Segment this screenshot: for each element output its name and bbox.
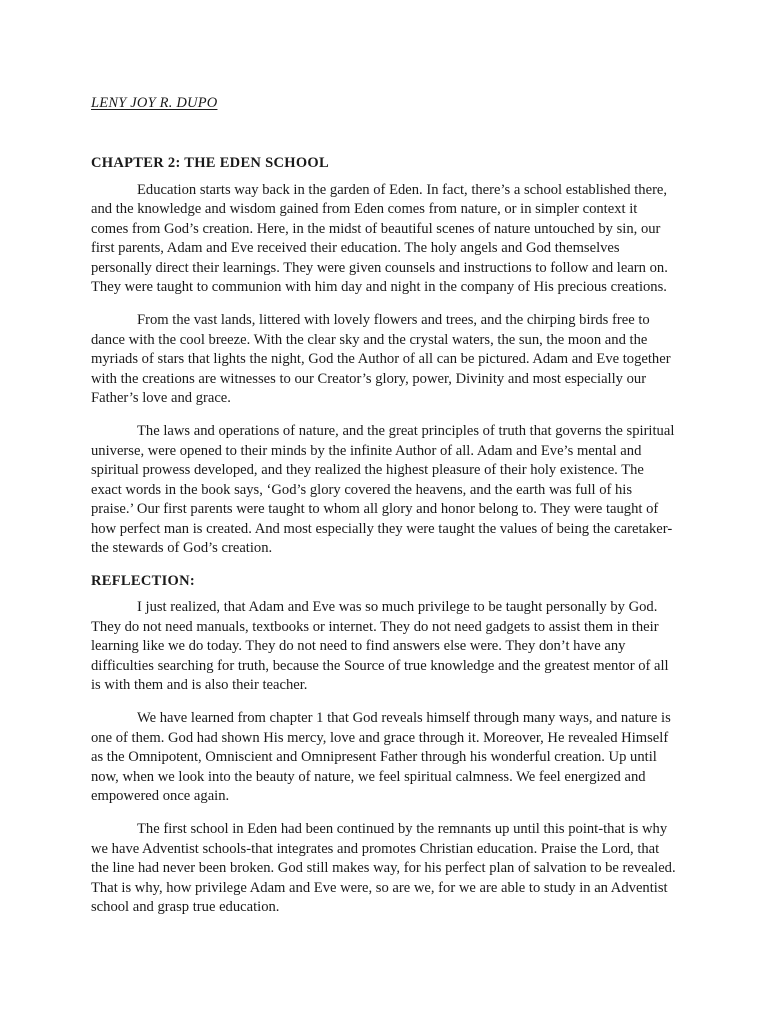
author-name: LENY JOY R. DUPO <box>91 95 218 111</box>
reflection-title: REFLECTION: <box>91 573 196 590</box>
reflection-paragraph-3: The first school in Eden had been continued by the remnants up until this point-that is why we have Adventist schools-that integrates and promotes Christian education. Praise the Lord, that the line had never been broken. God still makes way, for his perfect plan of salvation to be revealed. That is why, how privilege Adam and Eve were, so are we, for we are able to study in an Adventist school and grasp true education. <box>91 821 676 915</box>
chapter-title: CHAPTER 2: THE EDEN SCHOOL <box>91 155 329 171</box>
reflection-paragraph-2: We have learned from chapter 1 that God reveals himself through many ways, and nature is one of them. God had shown His mercy, love and grace through it. Moreover, He revealed Himself as the Omnipotent, Omniscient and Omnipresent Father through his wonderful creation. Up until now, when we look into the beauty of nature, we feel spiritual calmness. We feel energized and empowered once again. <box>91 710 671 804</box>
reflection-paragraph-1: I just realized, that Adam and Eve was so much privilege to be taught personally by God. They do not need manuals, textbooks or internet. They do not need gadgets to assist them in their learning like we do today. They do not need to find answers else were. They don’t have any difficulties searching for truth, because the Source of true knowledge and the greatest mentor of all is with them and is also their teacher. <box>91 599 669 693</box>
chapter-paragraph-3: The laws and operations of nature, and the great principles of truth that governs the spiritual universe, were opened to their minds by the infinite Author of all. Adam and Eve’s mental and spiritual prowess developed, and they realized the highest pleasure of their holy existence. The exact words in the book says, ‘God’s glory covered the heavens, and the earth was full of his praise.’ Our first parents were taught to whom all glory and honor belong to. They were taught of how perfect man is created. And most especially they were taught the values of being the caretaker-the stewards of God’s creation. <box>91 423 675 556</box>
chapter-paragraph-1: Education starts way back in the garden of Eden. In fact, there’s a school established there, and the knowledge and wisdom gained from Eden comes from nature, or in simpler context it comes from God’s creation. Here, in the midst of beautiful scenes of nature untouched by sin, our first parents, Adam and Eve received their education. The holy angels and God themselves personally direct their learnings. They were given counsels and instructions to follow and learn on. They were taught to communion with him day and night in the company of His precious creations. <box>91 182 668 296</box>
chapter-paragraph-2: From the vast lands, littered with lovely flowers and trees, and the chirping birds free to dance with the cool breeze. With the clear sky and the crystal waters, the sun, the moon and the myriads of stars that lights the night, God the Author of all can be pictured. Adam and Eve together with the creations are witnesses to our Creator’s glory, power, Divinity and most especially our Father’s love and grace. <box>91 312 671 407</box>
